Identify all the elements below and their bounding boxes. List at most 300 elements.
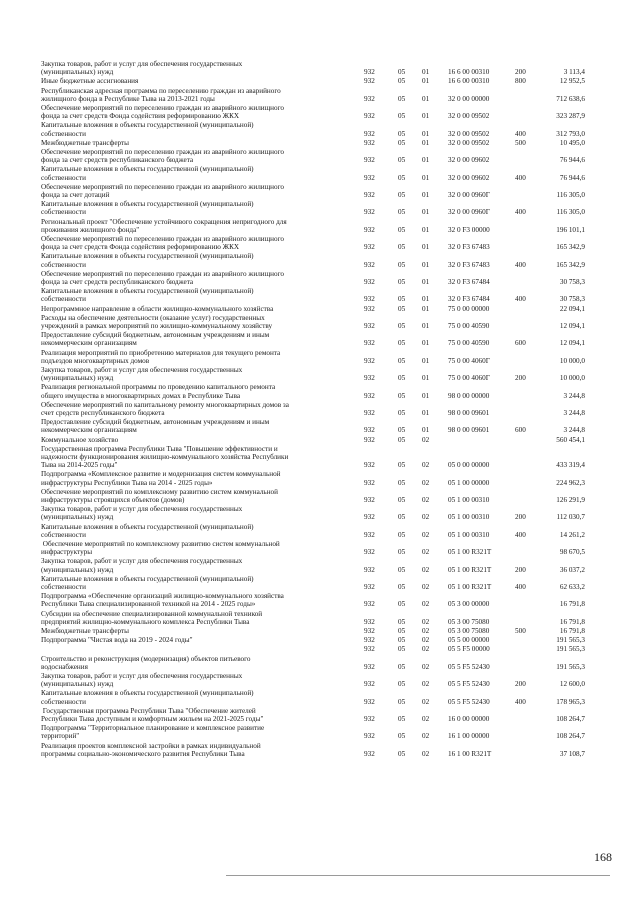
target-article-code: 05 1 00 00310: [448, 495, 490, 504]
admin-code: 932: [364, 582, 375, 591]
table-row: [0, 540, 639, 556]
section-code: 05: [398, 617, 406, 626]
description-line: Подпрограмма «Обеспечение организаций жилищно-коммунального хозяйства: [41, 592, 284, 601]
section-code: 05: [398, 645, 406, 654]
target-article-code: 32 0 00 09502: [448, 138, 490, 147]
amount: 224 962,3: [556, 478, 585, 487]
subsection-code: 01: [422, 426, 430, 435]
amount: 22 094,1: [559, 304, 585, 313]
table-row: [0, 252, 639, 268]
row-description: [41, 655, 351, 671]
subsection-code: 01: [422, 225, 430, 234]
amount: 10 000,0: [559, 356, 585, 365]
table-row: [0, 636, 639, 644]
page-number: 168: [594, 850, 612, 864]
description-line: Капитальные вложения в объекты государственной (муниципальной): [41, 252, 254, 261]
amount: 108 264,7: [556, 732, 585, 741]
row-description: [41, 627, 351, 635]
amount: 3 113,4: [563, 68, 585, 77]
row-description: [41, 488, 351, 504]
expense-type-code: 400: [515, 260, 526, 269]
row-description: [41, 645, 351, 653]
description-line: фонда за счет средств Фонда содействия реформированию ЖКХ: [41, 243, 240, 252]
description-line: Обеспечение мероприятий по капитальному ремонту многоквартирных домов за: [41, 400, 289, 409]
subsection-code: 02: [422, 714, 430, 723]
row-description: [41, 314, 351, 330]
amount: 3 244,8: [563, 391, 585, 400]
subsection-code: 01: [422, 408, 430, 417]
amount: 98 670,5: [559, 548, 585, 557]
description-line: программы социально-экономического развития Республики Тыва: [41, 749, 245, 758]
description-line: собственности: [41, 129, 86, 138]
description-line: Непрограммное направление в области жилищно-коммунального хозяйства: [41, 304, 274, 313]
admin-code: 932: [364, 478, 375, 487]
admin-code: 932: [364, 461, 375, 470]
description-line: Межбюджетные трансферты: [41, 138, 129, 147]
section-code: 05: [398, 321, 406, 330]
table-row: [0, 366, 639, 382]
description-line: Подпрограмма "Территориальное планирование и комплексное развитие: [41, 724, 265, 733]
description-line: Закупка товаров, работ и услуг для обеспечения государственных: [41, 366, 243, 374]
target-article-code: 05 5 00 00000: [448, 636, 490, 645]
target-article-code: 32 0 00 0960Г: [448, 208, 490, 217]
row-description: [41, 252, 351, 268]
section-code: 05: [398, 565, 406, 574]
description-line: Капитальные вложения в объекты государственной (муниципальной): [41, 121, 254, 130]
section-code: 05: [398, 225, 406, 234]
row-description: [41, 148, 351, 164]
section-code: 05: [398, 548, 406, 557]
subsection-code: 01: [422, 277, 430, 286]
expense-type-code: 200: [515, 565, 526, 574]
description-line: Капитальные вложения в объекты государственной (муниципальной): [41, 522, 254, 531]
description-line: Капитальные вложения в объекты государственной (муниципальной): [41, 574, 254, 583]
amount: 323 287,9: [556, 112, 585, 121]
subsection-code: 01: [422, 243, 430, 252]
description-line: фонда за счет средств республиканского бюджета: [41, 277, 194, 286]
description-line: собственности: [41, 697, 86, 706]
target-article-code: 16 6 00 00310: [448, 68, 490, 77]
row-description: [41, 218, 351, 234]
row-description: [41, 470, 351, 486]
section-code: 05: [398, 77, 406, 86]
description-line: Реализация проектов комплексной застройки в рамках индивидуальной: [41, 741, 261, 750]
table-row: [0, 121, 639, 137]
row-description: [41, 575, 351, 591]
expense-type-code: 200: [515, 374, 526, 383]
section-code: 05: [398, 408, 406, 417]
section-code: 05: [398, 208, 406, 217]
table-row: [0, 488, 639, 504]
table-row: [0, 183, 639, 199]
row-description: [41, 724, 351, 740]
target-article-code: 32 0 00 09502: [448, 112, 490, 121]
expense-type-code: 400: [515, 208, 526, 217]
row-description: [41, 165, 351, 181]
target-article-code: 16 0 00 00000: [448, 714, 490, 723]
row-description: [41, 183, 351, 199]
amount: 16 791,8: [559, 627, 585, 635]
description-line: территорий": [41, 732, 80, 741]
section-code: 05: [398, 749, 406, 758]
target-article-code: 75 0 00 00000: [448, 304, 490, 313]
description-line: Обеспечение мероприятий по переселению граждан из аварийного жилищного: [41, 148, 284, 156]
amount: 3 244,8: [563, 408, 585, 417]
subsection-code: 01: [422, 190, 430, 199]
amount: 712 638,6: [556, 94, 585, 103]
description-line: Реализация мероприятий по приобретению материалов для текущего ремонта: [41, 348, 281, 357]
expense-type-code: 200: [515, 68, 526, 77]
section-code: 05: [398, 190, 406, 199]
row-description: [41, 60, 351, 76]
admin-code: 932: [364, 548, 375, 557]
table-row: [0, 724, 639, 740]
admin-code: 932: [364, 277, 375, 286]
description-line: (муниципальных) нужд: [41, 513, 114, 522]
description-line: некоммерческим организациям: [41, 426, 137, 435]
description-line: Обеспечение мероприятий по переселению граждан из аварийного жилищного: [41, 182, 284, 191]
description-line: Подпрограмма «Комплексное развитие и модернизация систем коммунальной: [41, 470, 281, 479]
section-code: 05: [398, 356, 406, 365]
amount: 12 094,1: [559, 339, 585, 348]
expense-type-code: 400: [515, 129, 526, 138]
description-line: некоммерческим организациям: [41, 339, 137, 348]
description-line: Коммунальное хозяйство: [41, 435, 119, 444]
table-row: [0, 707, 639, 723]
row-description: [41, 505, 351, 521]
amount: 30 758,3: [559, 277, 585, 286]
admin-code: 932: [364, 243, 375, 252]
amount: 178 965,3: [556, 697, 585, 706]
description-line: Капитальные вложения в объекты государственной (муниципальной): [41, 200, 254, 209]
row-description: [41, 557, 351, 573]
subsection-code: 01: [422, 173, 430, 182]
admin-code: 932: [364, 530, 375, 539]
row-description: [41, 349, 351, 365]
subsection-code: 02: [422, 600, 430, 609]
row-description: [41, 270, 351, 286]
target-article-code: 05 1 00 R321Т: [448, 582, 492, 591]
row-description: [41, 366, 351, 382]
target-article-code: 98 0 00 09601: [448, 426, 490, 435]
subsection-code: 02: [422, 662, 430, 671]
section-code: 05: [398, 138, 406, 147]
expense-type-code: 500: [515, 138, 526, 147]
section-code: 05: [398, 478, 406, 487]
subsection-code: 02: [422, 495, 430, 504]
subsection-code: 01: [422, 208, 430, 217]
section-code: 05: [398, 636, 406, 645]
section-code: 05: [398, 374, 406, 383]
description-line: Тыва на 2014-2025 годы": [41, 461, 118, 470]
target-article-code: 32 0 00 09602: [448, 156, 490, 165]
section-code: 05: [398, 94, 406, 103]
expense-type-code: 400: [515, 173, 526, 182]
subsection-code: 01: [422, 356, 430, 365]
row-description: [41, 235, 351, 251]
description-line: Обеспечение мероприятий по комплексному развитию систем коммунальной: [41, 487, 278, 496]
description-line: Обеспечение мероприятий по переселению граждан из аварийного жилищного: [41, 235, 284, 243]
target-article-code: 32 0 F3 67484: [448, 295, 490, 304]
row-description: [41, 672, 351, 688]
amount: 165 342,9: [556, 243, 585, 252]
subsection-code: 02: [422, 697, 430, 706]
description-line: Иные бюджетные ассигнования: [41, 77, 139, 86]
footer-rule: [226, 875, 610, 876]
section-code: 05: [398, 461, 406, 470]
description-line: Капитальные вложения в объекты государственной (муниципальной): [41, 689, 254, 698]
admin-code: 932: [364, 565, 375, 574]
table-row: [0, 575, 639, 591]
table-row: [0, 305, 639, 313]
admin-code: 932: [364, 697, 375, 706]
row-description: [41, 445, 351, 470]
description-line: Обеспечение мероприятий по переселению граждан из аварийного жилищного: [41, 104, 284, 112]
admin-code: 932: [364, 600, 375, 609]
amount: 12 094,1: [559, 321, 585, 330]
row-description: [41, 610, 351, 626]
description-line: Закупка товаров, работ и услуг для обеспечения государственных: [41, 505, 243, 514]
amount: 14 261,2: [559, 530, 585, 539]
row-description: [41, 287, 351, 303]
subsection-code: 02: [422, 461, 430, 470]
target-article-code: 05 5 F5 00000: [448, 645, 490, 654]
description-line: Закупка товаров, работ и услуг для обеспечения государственных: [41, 557, 243, 566]
target-article-code: 05 1 00 00310: [448, 513, 490, 522]
target-article-code: 05 3 00 75080: [448, 617, 490, 626]
description-line: подъездов многоквартирных домов: [41, 356, 150, 365]
admin-code: 932: [364, 339, 375, 348]
section-code: 05: [398, 295, 406, 304]
admin-code: 932: [364, 732, 375, 741]
expense-type-code: 400: [515, 295, 526, 304]
section-code: 05: [398, 627, 406, 635]
description-line: Государственная программа Республики Тыва "Обеспечение жителей: [41, 706, 256, 715]
description-line: Расходы на обеспечение деятельности (оказание услуг) государственных: [41, 313, 265, 322]
target-article-code: 16 6 00 00310: [448, 77, 490, 86]
subsection-code: 02: [422, 749, 430, 758]
description-line: жилищного фонда в Республике Тыва на 2013-2021 годы: [41, 94, 215, 103]
section-code: 05: [398, 156, 406, 165]
subsection-code: 02: [422, 565, 430, 574]
target-article-code: 16 1 00 00000: [448, 732, 490, 741]
expense-type-code: 400: [515, 697, 526, 706]
amount: 560 454,1: [556, 435, 585, 444]
subsection-code: 01: [422, 156, 430, 165]
admin-code: 932: [364, 408, 375, 417]
expense-type-code: 400: [515, 582, 526, 591]
subsection-code: 01: [422, 391, 430, 400]
table-row: [0, 470, 639, 486]
admin-code: 932: [364, 714, 375, 723]
amount: 191 565,3: [556, 636, 585, 645]
description-line: счет средств республиканского бюджета: [41, 408, 165, 417]
description-line: Республиканская адресная программа по переселению граждан из аварийного: [41, 86, 281, 95]
target-article-code: 32 0 00 00000: [448, 94, 490, 103]
subsection-code: 02: [422, 645, 430, 654]
description-line: собственности: [41, 208, 86, 217]
table-row: [0, 148, 639, 164]
description-line: Обеспечение мероприятий по комплексному развитию систем коммунальной: [41, 540, 280, 548]
table-row: [0, 165, 639, 181]
amount: 165 342,9: [556, 260, 585, 269]
target-article-code: 32 0 F3 00000: [448, 225, 490, 234]
section-code: 05: [398, 680, 406, 689]
description-line: надежности функционирования жилищно-коммунального хозяйства Республики: [41, 452, 289, 461]
target-article-code: 05 3 00 75080: [448, 627, 490, 635]
target-article-code: 05 3 00 00000: [448, 600, 490, 609]
description-line: Предоставление субсидий бюджетным, автономным учреждениям и иным: [41, 331, 270, 340]
target-article-code: 98 0 00 00000: [448, 391, 490, 400]
section-code: 05: [398, 530, 406, 539]
amount: 30 758,3: [559, 295, 585, 304]
description-line: учреждений в рамках мероприятий по жилищно-коммунальному хозяйству: [41, 321, 273, 330]
section-code: 05: [398, 600, 406, 609]
admin-code: 932: [364, 77, 375, 86]
table-row: [0, 401, 639, 417]
subsection-code: 02: [422, 617, 430, 626]
section-code: 05: [398, 243, 406, 252]
amount: 3 244,8: [563, 426, 585, 435]
amount: 37 108,7: [559, 749, 585, 758]
table-row: [0, 557, 639, 573]
section-code: 05: [398, 513, 406, 522]
amount: 108 264,7: [556, 714, 585, 723]
target-article-code: 05 1 00 R321Т: [448, 565, 492, 574]
description-line: фонда за счет средств республиканского бюджета: [41, 156, 194, 165]
amount: 16 791,8: [559, 600, 585, 609]
amount: 196 101,1: [556, 225, 585, 234]
admin-code: 932: [364, 138, 375, 147]
row-description: [41, 418, 351, 434]
description-line: Региональный проект "Обеспечение устойчивого сокращения непригодного для: [41, 217, 287, 226]
table-row: [0, 655, 639, 671]
admin-code: 932: [364, 662, 375, 671]
row-description: [41, 139, 351, 147]
table-row: [0, 610, 639, 626]
section-code: 05: [398, 129, 406, 138]
description-line: (муниципальных) нужд: [41, 565, 114, 574]
subsection-code: 02: [422, 732, 430, 741]
amount: 312 793,0: [556, 129, 585, 138]
table-row: [0, 383, 639, 399]
description-line: Предоставление субсидий бюджетным, автономным учреждениям и иным: [41, 418, 270, 427]
amount: 10 495,0: [559, 138, 585, 147]
target-article-code: 75 0 00 40590: [448, 339, 490, 348]
admin-code: 932: [364, 129, 375, 138]
target-article-code: 05 5 F5 52430: [448, 662, 490, 671]
table-row: [0, 235, 639, 251]
row-description: [41, 523, 351, 539]
table-row: [0, 689, 639, 705]
subsection-code: 01: [422, 374, 430, 383]
admin-code: 932: [364, 94, 375, 103]
admin-code: 932: [364, 374, 375, 383]
admin-code: 932: [364, 321, 375, 330]
expense-type-code: 400: [515, 530, 526, 539]
row-description: [41, 87, 351, 103]
description-line: [41, 645, 351, 653]
description-line: собственности: [41, 260, 86, 269]
amount: 191 565,3: [556, 645, 585, 654]
admin-code: 932: [364, 173, 375, 182]
section-code: 05: [398, 68, 406, 77]
table-row: [0, 592, 639, 608]
table-row: [0, 742, 639, 758]
target-article-code: 05 1 00 00310: [448, 530, 490, 539]
amount: 191 565,3: [556, 662, 585, 671]
row-description: [41, 104, 351, 120]
description-line: Обеспечение мероприятий по переселению граждан из аварийного жилищного: [41, 269, 284, 278]
amount: 116 305,0: [556, 208, 585, 217]
admin-code: 932: [364, 295, 375, 304]
table-row: [0, 218, 639, 234]
section-code: 05: [398, 435, 406, 444]
subsection-code: 02: [422, 478, 430, 487]
description-line: собственности: [41, 295, 86, 304]
subsection-code: 02: [422, 530, 430, 539]
admin-code: 932: [364, 260, 375, 269]
description-line: (муниципальных) нужд: [41, 374, 114, 383]
admin-code: 932: [364, 636, 375, 645]
section-code: 05: [398, 495, 406, 504]
target-article-code: 32 0 00 09602: [448, 173, 490, 182]
admin-code: 932: [364, 391, 375, 400]
description-line: Закупка товаров, работ и услуг для обеспечения государственных: [41, 60, 243, 68]
subsection-code: 01: [422, 68, 430, 77]
table-row: [0, 77, 639, 85]
amount: 12 952,5: [559, 77, 585, 86]
target-article-code: 05 5 F5 52430: [448, 697, 490, 706]
admin-code: 932: [364, 680, 375, 689]
description-line: инфраструктуры Республики Тыва на 2014 - 2025 годы»: [41, 478, 213, 487]
subsection-code: 01: [422, 112, 430, 121]
expense-type-code: 800: [515, 77, 526, 86]
table-row: [0, 418, 639, 434]
section-code: 05: [398, 391, 406, 400]
admin-code: 932: [364, 617, 375, 626]
description-line: (муниципальных) нужд: [41, 680, 114, 689]
amount: 112 030,7: [556, 513, 585, 522]
expense-type-code: 600: [515, 339, 526, 348]
description-line: Реализация региональной программы по проведению капитального ремонта: [41, 383, 276, 392]
table-row: [0, 87, 639, 103]
table-row: [0, 672, 639, 688]
section-code: 05: [398, 173, 406, 182]
subsection-code: 02: [422, 627, 430, 635]
row-description: [41, 331, 351, 347]
section-code: 05: [398, 582, 406, 591]
admin-code: 932: [364, 426, 375, 435]
row-description: [41, 401, 351, 417]
description-line: фонда за счет дотаций: [41, 190, 110, 199]
table-row: [0, 200, 639, 216]
row-description: [41, 77, 351, 85]
section-code: 05: [398, 339, 406, 348]
target-article-code: 32 0 00 09502: [448, 129, 490, 138]
table-row: [0, 436, 639, 444]
table-row: [0, 314, 639, 330]
table-row: [0, 331, 639, 347]
table-row: [0, 445, 639, 470]
description-line: (муниципальных) нужд: [41, 68, 114, 77]
subsection-code: 02: [422, 636, 430, 645]
subsection-code: 02: [422, 582, 430, 591]
row-description: [41, 636, 351, 644]
description-line: Республики Тыва специализированной техникой на 2014 - 2025 годы»: [41, 600, 256, 609]
amount: 116 305,0: [556, 190, 585, 199]
row-description: [41, 436, 351, 444]
